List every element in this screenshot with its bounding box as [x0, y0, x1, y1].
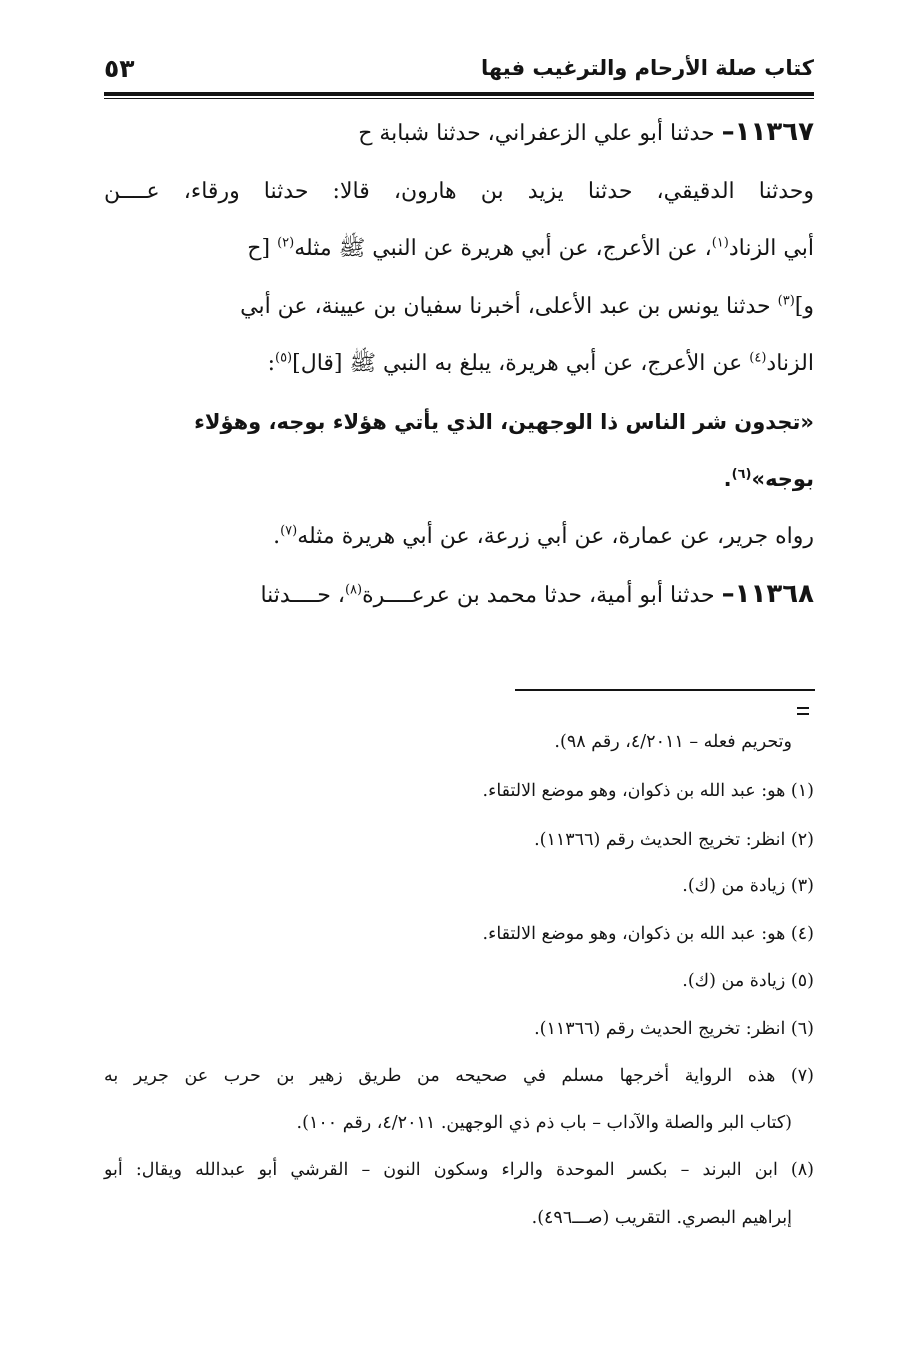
text-line-4: و]$^{(٣)}$ حدثنا يونس بن عبد الأعلى، أخبرنا سفيان بن عيينة، عن أبي: [240, 293, 814, 319]
footnote-ref-6: (٦): [731, 467, 752, 482]
text-line-5: الزناد$^{(٤)}$ عن الأعرج، عن أبي هريرة، يبلغ به النبي ﷺ [قال]$^{(٥)}$:: [267, 350, 814, 376]
hadith-matn-line-1: «تجدون شر الناس ذا الوجهين، الذي يأتي هؤلاء بوجه، وهؤلاء: [194, 410, 814, 434]
hadith-matn-line-2: بوجه»$^{(٦)}$.: [723, 467, 814, 491]
footnote-ref-5: (٥): [274, 350, 293, 366]
footnote-ref-7: (٧): [280, 523, 298, 539]
footnote-ref-2: (٢): [277, 235, 295, 251]
text-line-8: رواه جرير، عن عمارة، عن أبي زرعة، عن أبي هريرة مثله$^{(٧)}$.: [273, 523, 814, 549]
footnote-ref-3: (٣): [777, 293, 795, 309]
running-title: كتاب صلة الأرحام والترغيب فيها: [481, 56, 814, 80]
hadith-11367-line-1: ١١٣٦٧– حدثنا أبو علي الزعفراني، حدثنا شبابة ح: [358, 117, 814, 147]
footnote-ref-8: (٨): [344, 582, 363, 598]
hadith-number: ١١٣٦٨–: [721, 579, 814, 609]
continuation-mark: [797, 707, 809, 717]
footnote-ref-4: (٤): [749, 350, 767, 366]
hadith-11368-line-1: ١١٣٦٨– حدثنا أبو أمية، حدثا محمد بن عرعــــرة$^{(٨)}$، حــــدثنا: [260, 579, 814, 609]
footnote-3: (٣) زيادة من (ك).: [682, 876, 814, 896]
hadith-number: ١١٣٦٧–: [721, 117, 814, 147]
page-header: [104, 54, 814, 90]
footnote-8-line-1: (٨) ابن البرند – بكسر الموحدة والراء وسكون النون – القرشي أبو عبدالله ويقال: أبو: [104, 1160, 814, 1180]
footnote-5: (٥) زيادة من (ك).: [682, 971, 814, 991]
header-rule-thick: [104, 92, 814, 96]
page-number: ٥٣: [104, 54, 135, 83]
footnote-continuation: وتحريم فعله – ٤/٢٠١١، رقم ٩٨).: [554, 732, 792, 752]
text-line-2: وحدثنا الدقيقي، حدثنا يزيد بن هارون، قالا: حدثنا ورقاء، عــــن: [104, 179, 815, 204]
text-line-3: أبي الزناد$^{(١)}$، عن الأعرج، عن أبي هريرة عن النبي ﷺ مثله$^{(٢)}$ [ح: [247, 235, 814, 261]
footnote-7-line-2: (كتاب البر والصلة والآداب – باب ذم ذي الوجهين. ٤/٢٠١١، رقم ١٠٠).: [296, 1113, 792, 1133]
footnote-ref-1: (١): [711, 235, 729, 251]
header-rule-thin: [104, 98, 814, 99]
footnote-8-line-2: إبراهيم البصري. التقريب (صـــ٤٩٦).: [531, 1208, 792, 1228]
footnote-2: (٢) انظر: تخريج الحديث رقم (١١٣٦٦).: [534, 830, 814, 850]
footnote-6: (٦) انظر: تخريج الحديث رقم (١١٣٦٦).: [534, 1019, 814, 1039]
footnote-separator: [515, 689, 815, 691]
footnote-1: (١) هو: عبد الله بن ذكوان، وهو موضع الالتقاء.: [482, 781, 814, 801]
footnote-7-line-1: (٧) هذه الرواية أخرجها مسلم في صحيحه من طريق زهير بن حرب عن جرير به: [104, 1066, 814, 1086]
footnote-4: (٤) هو: عبد الله بن ذكوان، وهو موضع الالتقاء.: [482, 924, 814, 944]
